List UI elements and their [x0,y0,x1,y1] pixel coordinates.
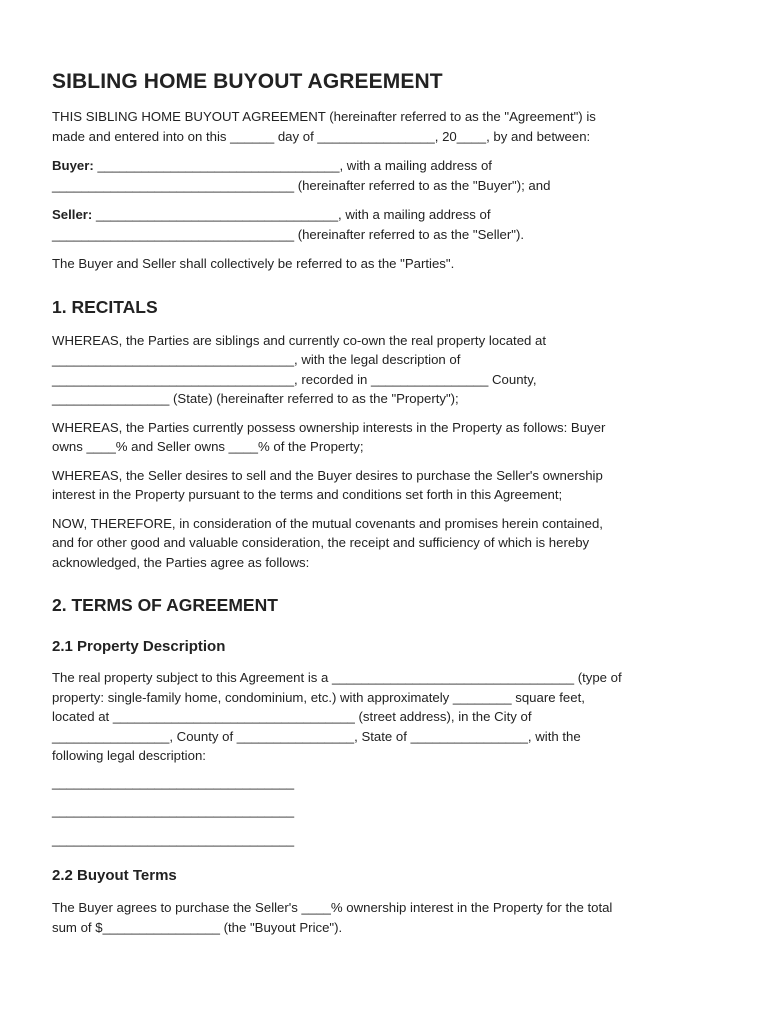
subsection-heading-buyout-terms: 2.2 Buyout Terms [52,867,177,884]
recitals-paragraph-therefore [52,514,720,573]
text-line: WHEREAS, the Parties currently possess ownership interests in the Property as follows: Buyer [52,419,606,435]
text-line: The Buyer agrees to purchase the Seller's ____% ownership interest in the Property for the total [52,900,613,915]
text-line: sum of $________________ (the "Buyout Price"). [52,919,343,935]
text-line: following legal description: [52,748,206,763]
section-heading-terms: 2. TERMS OF AGREEMENT [52,595,278,615]
buyout-terms-paragraph [52,898,720,937]
text-line: NOW, THEREFORE, in consideration of the mutual covenants and promises herein contained, [52,515,603,531]
text-line: ________________, County of ________________, State of ________________, with the [52,728,581,744]
intro-line-2: made and entered into on this ______ day of ________________, 20____, by and between: [52,128,591,144]
text-line: ________________ (State) (hereinafter referred to as the "Property"); [52,391,459,406]
text-line: property: single-family home, condominium, etc.) with approximately ________ square feet, [52,689,585,705]
property-description-paragraph [52,668,720,766]
intro-paragraph [52,107,720,146]
document-page [52,70,720,937]
text-line: _________________________________, with the legal description of [52,352,461,367]
text-line: WHEREAS, the Seller desires to sell and the Buyer desires to purchase the Seller's ownership [52,467,603,483]
legal-description-blank-2: _________________________________ [52,803,295,818]
buyer-paragraph [52,156,720,195]
text-line: located at _________________________________ (street address), in the City of [52,709,532,724]
legal-description-blank-1: _________________________________ [52,774,295,790]
seller-line-2: _________________________________ (hereinafter referred to as the "Seller"). [52,226,525,242]
buyer-label: Buyer: [52,158,94,173]
text-line: and for other good and valuable consideration, the receipt and sufficiency of which is hereby [52,535,590,550]
buyer-line-1: _________________________________, with a mailing address of [93,158,492,173]
buyer-line-2: _________________________________ (hereinafter referred to as the "Buyer"); and [52,177,551,193]
text-line: interest in the Property pursuant to the terms and conditions set forth in this Agreement; [52,487,563,502]
text-line: owns ____% and Seller owns ____% of the Property; [52,439,364,454]
text-line: WHEREAS, the Parties are siblings and currently co-own the real property located at [52,332,547,348]
seller-paragraph [52,205,720,244]
subsection-heading-property-description: 2.1 Property Description [52,638,226,655]
text-line: The real property subject to this Agreement is a _________________________________ (type of [52,670,622,685]
seller-label: Seller: [52,207,93,222]
seller-line-1: _________________________________, with a mailing address of [92,207,491,222]
document-title: SIBLING HOME BUYOUT AGREEMENT [52,70,443,93]
recitals-paragraph-ownership [52,418,720,457]
recitals-paragraph-location [52,331,720,409]
intro-line-1: THIS SIBLING HOME BUYOUT AGREEMENT (hereinafter referred to as the "Agreement") is [52,109,596,124]
legal-description-blank-3: _________________________________ [52,831,295,847]
section-heading-recitals: 1. RECITALS [52,296,158,317]
parties-paragraph: The Buyer and Seller shall collectively be referred to as the "Parties". [52,256,455,271]
text-line: _________________________________, recorded in ________________ County, [52,371,537,387]
text-line: acknowledged, the Parties agree as follows: [52,554,310,570]
recitals-paragraph-desire [52,466,720,505]
